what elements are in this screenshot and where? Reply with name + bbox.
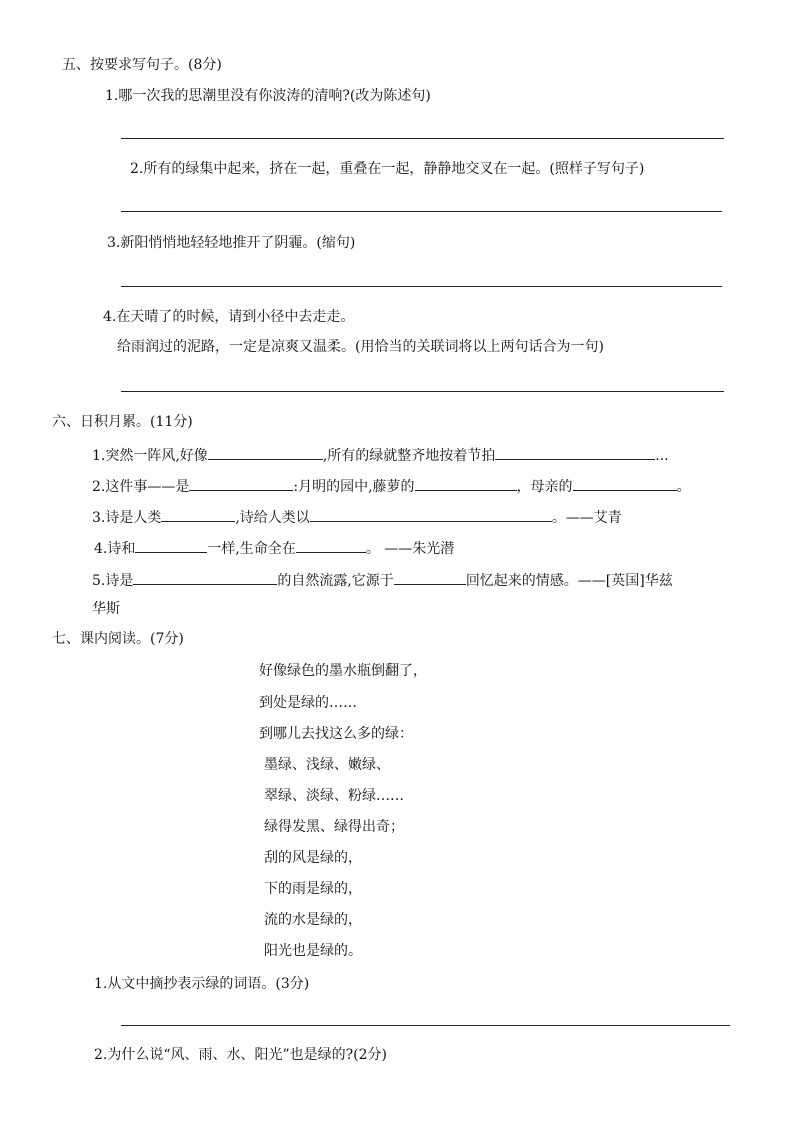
s6-q3-text-a: 3.诗是人类	[92, 510, 162, 526]
s6-q2-text-d: 。	[676, 479, 691, 495]
s6-question-1	[92, 445, 669, 465]
s6-q3-text-b: ,诗给人类以	[235, 510, 310, 526]
poem-line: 墨绿、浅绿、嫩绿、	[264, 757, 390, 773]
s6-q4-text-a: 4.诗和	[94, 541, 136, 557]
section7-heading: 七、课内阅读。(7分)	[52, 631, 184, 647]
s7-question-1: 1.从文中摘抄表示绿的词语。(3分)	[94, 976, 310, 992]
poem-line: 刮的风是绿的，	[264, 850, 362, 866]
s6-q2-blank-1[interactable]	[189, 476, 293, 491]
section6-heading: 六、日积月累。(11分)	[52, 414, 193, 430]
section5-heading: 五、按要求写句子。(8分)	[62, 57, 222, 73]
s6-q4-blank-1[interactable]	[135, 538, 207, 553]
s5-question-2: 2.所有的绿集中起来，挤在一起，重叠在一起，静静地交叉在一起。(照样子写句子)	[130, 161, 645, 177]
s5-answer-line-2[interactable]	[121, 211, 722, 212]
poem-line: 到哪儿去找这么多的绿：	[259, 726, 413, 742]
poem-line: 好像绿色的墨水瓶倒翻了，	[259, 663, 427, 679]
s6-q2-text-a: 2.这件事——是	[92, 479, 190, 495]
s5-answer-line-1[interactable]	[121, 138, 724, 139]
s6-question-5	[92, 570, 673, 590]
s6-q4-text-c: 。 ——朱光潜	[365, 541, 455, 557]
s6-q3-blank-2[interactable]	[310, 507, 552, 522]
s5-question-4-line1: 4.在天晴了的时候，请到小径中去走走。	[103, 309, 355, 325]
s6-q2-blank-3[interactable]	[573, 476, 677, 491]
s6-q1-blank-1[interactable]	[208, 445, 323, 460]
s6-q1-text-b: ,所有的绿就整齐地按着节拍	[322, 448, 496, 464]
s5-answer-line-4[interactable]	[121, 391, 724, 392]
poem-line: 绿得发黑、绿得出奇；	[264, 819, 404, 835]
poem-line: 下的雨是绿的，	[264, 881, 362, 897]
s6-question-3	[92, 507, 622, 527]
s6-q5-text-b: 的自然流露,它源于	[277, 573, 394, 589]
s6-q2-text-c: ，母亲的	[516, 479, 573, 495]
s6-q5-text-a: 5.诗是	[92, 573, 134, 589]
s7-question-2: 2.为什么说“风、雨、水、阳光”也是绿的?(2分)	[94, 1047, 388, 1063]
s6-q3-blank-1[interactable]	[161, 507, 235, 522]
s6-question-4	[94, 538, 454, 558]
poem-line: 到处是绿的……	[259, 695, 357, 711]
s6-q1-blank-2[interactable]	[495, 445, 655, 460]
s6-question-5-continued: 华斯	[92, 601, 120, 617]
s5-question-3: 3.新阳悄悄地轻轻地推开了阴霾。(缩句)	[107, 235, 356, 251]
s6-q4-text-b: 一样,生命全在	[207, 541, 296, 557]
s6-q3-text-c: 。——艾青	[551, 510, 622, 526]
s6-q1-text-c: ...	[655, 448, 669, 464]
s7-answer-line-1[interactable]	[121, 1025, 730, 1026]
poem-line: 流的水是绿的，	[264, 912, 362, 928]
s6-q2-text-b: :月明的园中,藤萝的	[293, 479, 415, 495]
s5-answer-line-3[interactable]	[121, 286, 722, 287]
s6-q5-text-c: 回忆起来的情感。——[英国]华兹	[465, 573, 673, 589]
poem-line: 阳光也是绿的。	[264, 943, 362, 959]
s6-q5-blank-1[interactable]	[133, 570, 277, 585]
poem-line: 翠绿、淡绿、粉绿……	[264, 788, 404, 804]
s6-q4-blank-2[interactable]	[296, 538, 366, 553]
s6-q1-text-a: 1.突然一阵风,好像	[92, 448, 208, 464]
s5-question-1: 1.哪一次我的思潮里没有你波涛的清响?(改为陈述句)	[105, 88, 431, 104]
s5-question-4-line2: 给雨润过的泥路，一定是凉爽又温柔。(用恰当的关联词将以上两句话合为一句)	[117, 339, 604, 355]
s6-q2-blank-2[interactable]	[415, 476, 517, 491]
s6-question-2	[92, 476, 691, 496]
s6-q5-blank-2[interactable]	[394, 570, 466, 585]
